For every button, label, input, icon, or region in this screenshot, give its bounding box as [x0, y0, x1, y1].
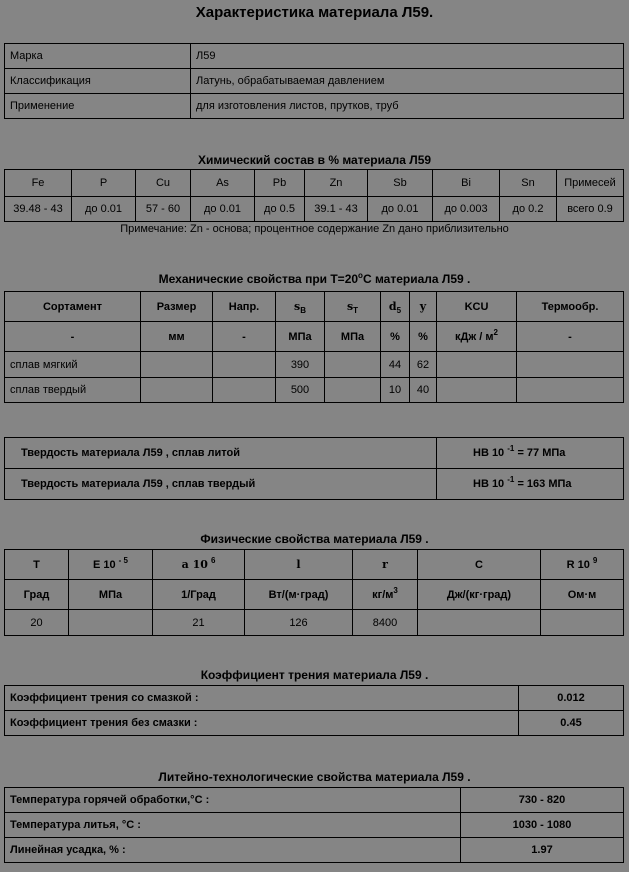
mech-psi-value: 62	[410, 352, 437, 378]
sigma-b-sub: B	[300, 306, 306, 315]
phys-value-a: 21	[153, 610, 245, 636]
phys-header-r	[353, 550, 418, 580]
chem-header: Bi	[433, 170, 500, 197]
mech-title-pre: Механические свойства при Т=20	[158, 272, 359, 286]
lambda-symbol: l	[296, 558, 301, 571]
phys-unit-density	[353, 580, 418, 610]
mech-title	[0, 272, 629, 286]
mech-unit: МПа	[325, 322, 381, 352]
chem-header: Pb	[255, 170, 305, 197]
tech-value: 1030 - 1080	[461, 813, 624, 838]
friction-label: Коэффициент трения без смазки :	[5, 711, 519, 736]
hardness-table	[4, 437, 624, 500]
chem-header: Sb	[368, 170, 433, 197]
tech-label: Линейная усадка, % :	[5, 838, 461, 863]
mech-sortament: сплав мягкий	[5, 352, 141, 378]
chem-value-row	[5, 197, 624, 222]
mech-cell	[213, 378, 276, 403]
mech-header-row	[5, 292, 624, 322]
table-row	[5, 378, 624, 403]
hb-value: = 163 МПа	[517, 478, 572, 490]
phys-value-r: 8400	[353, 610, 418, 636]
delta-symbol: d	[388, 300, 397, 313]
table-row	[5, 352, 624, 378]
alpha-label: a 10	[181, 558, 208, 571]
mech-cell	[517, 352, 624, 378]
chem-value: до 0.01	[191, 197, 255, 222]
phys-header-R	[541, 550, 624, 580]
mech-unit: %	[381, 322, 410, 352]
hb-exponent: -1	[507, 444, 515, 453]
phys-unit: Вт/(м·град)	[245, 580, 353, 610]
mech-cell	[437, 352, 517, 378]
tech-value: 730 - 820	[461, 788, 624, 813]
hardness-value	[437, 469, 624, 500]
tech-table	[4, 787, 624, 863]
phys-units-row	[5, 580, 624, 610]
tech-row-hot-work	[5, 788, 624, 813]
mech-unit: мм	[141, 322, 213, 352]
phys-table	[4, 549, 624, 636]
mech-unit: -	[213, 322, 276, 352]
tech-row-shrinkage	[5, 838, 624, 863]
phys-unit: МПа	[69, 580, 153, 610]
info-value: Латунь, обрабатываемая давлением	[191, 69, 624, 94]
page-title: Характеристика материала Л59.	[195, 4, 434, 21]
mech-table	[4, 291, 624, 403]
chem-value: до 0.003	[433, 197, 500, 222]
tech-label: Температура горячей обработки,°C :	[5, 788, 461, 813]
chem-value: 39.48 - 43	[5, 197, 72, 222]
chem-value: 39.1 - 43	[305, 197, 368, 222]
phys-header-l	[245, 550, 353, 580]
friction-row-lubricated	[5, 686, 624, 711]
kcu-unit: кДж / м	[455, 330, 494, 343]
hardness-label: Твердость материала Л59 , сплав твердый	[5, 469, 437, 500]
phys-value-t: 20	[5, 610, 69, 636]
psi-symbol: y	[419, 300, 427, 313]
tech-label: Температура литья, °C :	[5, 813, 461, 838]
chem-header: Примесей	[557, 170, 624, 197]
chem-header: Sn	[500, 170, 557, 197]
mech-header-sigma-t	[325, 292, 381, 322]
mech-sigma-b-value: 390	[276, 352, 325, 378]
phys-cell	[69, 610, 153, 636]
mech-units-row	[5, 322, 624, 352]
mech-title-post: С материала Л59 .	[362, 272, 471, 286]
mech-sortament: сплав твердый	[5, 378, 141, 403]
friction-row-dry	[5, 711, 624, 736]
friction-value: 0.012	[519, 686, 624, 711]
phys-unit: Дж/(кг·град)	[418, 580, 541, 610]
mech-cell	[213, 352, 276, 378]
tech-value: 1.97	[461, 838, 624, 863]
mech-delta-value: 44	[381, 352, 410, 378]
mech-header-kcu: KCU	[437, 292, 517, 322]
sigma-t-symbol: s	[346, 300, 354, 313]
phys-title: Физические свойства материала Л59 .	[200, 532, 429, 546]
chem-value: до 0.01	[72, 197, 136, 222]
mech-unit-kcu	[437, 322, 517, 352]
mech-unit: -	[5, 322, 141, 352]
chem-value: до 0.5	[255, 197, 305, 222]
tech-title: Литейно-технологические свойства материала Л59 .	[158, 770, 471, 784]
mech-header-psi	[410, 292, 437, 322]
mech-cell	[517, 378, 624, 403]
phys-header-a	[153, 550, 245, 580]
friction-table	[4, 685, 624, 736]
phys-value-l: 126	[245, 610, 353, 636]
sigma-t-sub: T	[353, 306, 359, 315]
resistivity-label: R 10	[566, 558, 590, 571]
hardness-value	[437, 438, 624, 469]
chem-note: Примечание: Zn - основа; процентное содержание Zn дано приблизительно	[120, 223, 509, 235]
mech-header-sigma-b	[276, 292, 325, 322]
chem-table	[4, 169, 624, 222]
mech-cell	[141, 352, 213, 378]
rho-symbol: r	[382, 558, 388, 571]
hb-label: HB 10	[473, 447, 505, 459]
kcu-unit-sup: 2	[493, 327, 498, 337]
info-table	[4, 43, 624, 119]
resistivity-exponent: 9	[592, 555, 598, 565]
chem-title: Химический состав в % материала Л59	[197, 153, 432, 167]
info-label: Классификация	[5, 69, 191, 94]
chem-header: P	[72, 170, 136, 197]
mech-unit: %	[410, 322, 437, 352]
e-exponent: - 5	[118, 555, 129, 565]
phys-cell	[418, 610, 541, 636]
mech-unit: МПа	[276, 322, 325, 352]
mech-header-napr: Напр.	[213, 292, 276, 322]
hardness-row-cast	[5, 438, 624, 469]
mech-title-degree: o	[358, 271, 363, 280]
friction-label: Коэффициент трения со смазкой :	[5, 686, 519, 711]
density-unit: кг/м	[372, 588, 394, 601]
tech-row-casting	[5, 813, 624, 838]
phys-unit: Град	[5, 580, 69, 610]
mech-header-delta5	[381, 292, 410, 322]
e-label: E 10	[92, 558, 116, 571]
info-row-class	[5, 69, 624, 94]
chem-header: Fe	[5, 170, 72, 197]
table-row	[5, 610, 624, 636]
mech-header-sortament: Сортамент	[5, 292, 141, 322]
chem-value: до 0.01	[368, 197, 433, 222]
phys-cell	[541, 610, 624, 636]
mech-header-thermo: Термообр.	[517, 292, 624, 322]
delta-sub: 5	[396, 306, 402, 315]
chem-header: As	[191, 170, 255, 197]
info-value: Л59	[191, 44, 624, 69]
mech-header-size: Размер	[141, 292, 213, 322]
friction-value: 0.45	[519, 711, 624, 736]
chem-value: 57 - 60	[136, 197, 191, 222]
mech-cell	[141, 378, 213, 403]
density-unit-sup: 3	[393, 585, 398, 595]
mech-delta-value: 10	[381, 378, 410, 403]
phys-header-e	[69, 550, 153, 580]
phys-header-t: T	[5, 550, 69, 580]
info-value: для изготовления листов, прутков, труб	[191, 94, 624, 119]
hardness-row-hard	[5, 469, 624, 500]
mech-unit: -	[517, 322, 624, 352]
hb-exponent: -1	[507, 475, 515, 484]
hb-label: HB 10	[473, 478, 505, 490]
mech-cell	[325, 352, 381, 378]
phys-unit: 1/Град	[153, 580, 245, 610]
info-label: Марка	[5, 44, 191, 69]
phys-header-c: C	[418, 550, 541, 580]
friction-title: Коэффициент трения материала Л59 .	[200, 668, 429, 682]
sigma-b-symbol: s	[294, 300, 301, 313]
info-label: Применение	[5, 94, 191, 119]
hb-value: = 77 МПа	[517, 447, 566, 459]
chem-header: Zn	[305, 170, 368, 197]
mech-sigma-b-value: 500	[276, 378, 325, 403]
phys-unit: Ом·м	[541, 580, 624, 610]
mech-cell	[325, 378, 381, 403]
info-row-grade	[5, 44, 624, 69]
mech-cell	[437, 378, 517, 403]
mech-psi-value: 40	[410, 378, 437, 403]
info-row-usage	[5, 94, 624, 119]
chem-header-row	[5, 170, 624, 197]
chem-header: Cu	[136, 170, 191, 197]
chem-value: до 0.2	[500, 197, 557, 222]
alpha-exponent: 6	[210, 556, 216, 565]
phys-header-row	[5, 550, 624, 580]
hardness-label: Твердость материала Л59 , сплав литой	[5, 438, 437, 469]
chem-value: всего 0.9	[557, 197, 624, 222]
